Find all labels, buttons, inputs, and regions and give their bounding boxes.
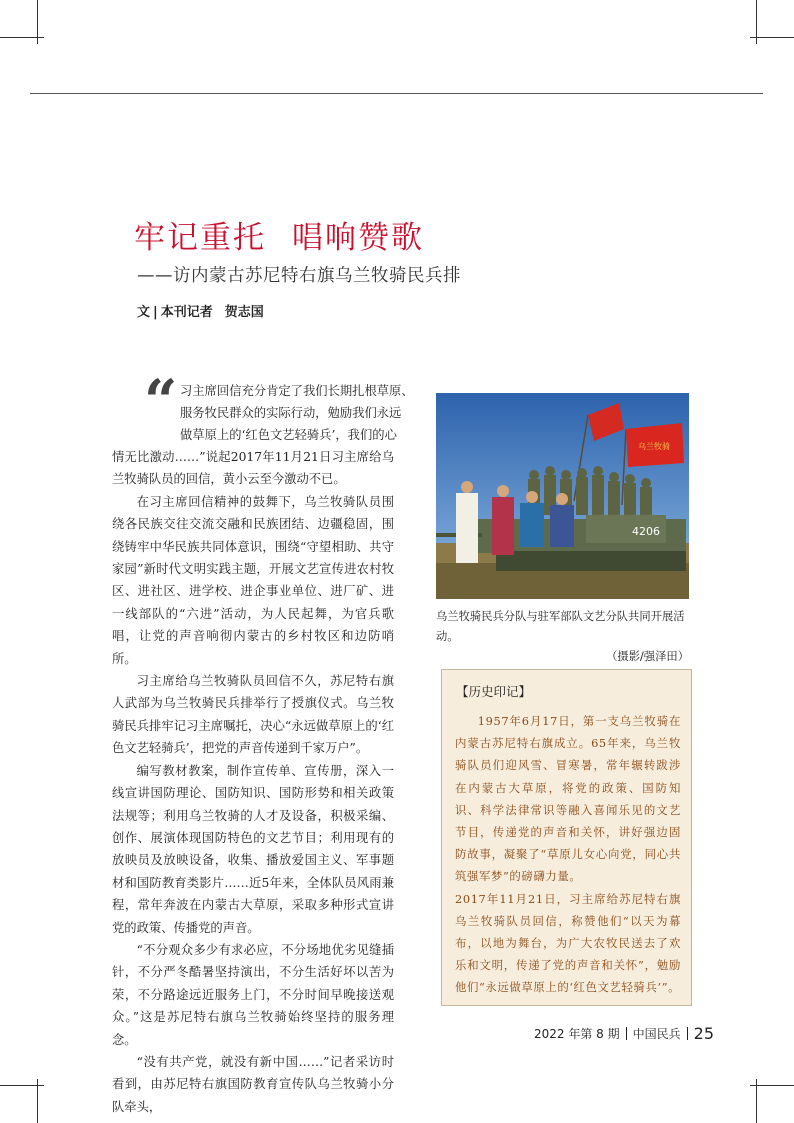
body-paragraph: 习主席给乌兰牧骑队员回信不久，苏尼特右旗人武部为乌兰牧骑民兵排举行了授旗仪式。乌兰牧骑民兵排牢记习主席嘱托，决心“永远做草原上的‘红色文艺轻骑兵’，把党的声音传递到千家万户”。 <box>112 674 394 756</box>
photo-illustration <box>436 393 689 599</box>
flag-text: 乌兰牧骑 <box>638 442 670 451</box>
crop-mark <box>750 1085 794 1086</box>
performer <box>456 493 478 563</box>
footer-divider <box>687 1027 688 1040</box>
article-subtitle: ——访内蒙古苏尼特右旗乌兰牧骑民兵排 <box>137 266 461 286</box>
article-photo <box>436 393 689 599</box>
body-paragraph: “没有共产党，就没有新中国……”记者采访时看到，由苏尼特右旗国防教育宣传队乌兰牧骑小分队牵头， <box>112 1054 394 1114</box>
performer <box>492 497 514 555</box>
article-title <box>134 212 424 257</box>
byline-role: 本刊记者 <box>160 305 213 320</box>
body-paragraph: 在习主席回信精神的鼓舞下，乌兰牧骑队员围绕各民族交往交流交融和民族团结、边疆稳固，围绕铸牢中华民族共同体意识，围绕“守望相助、共守家园”新时代文明实践主题，开展文艺宣传进农村牧区、进社区、进学校、进企事业单位、进厂矿、进一线部队的“六进”活动，为人民起舞，为官兵歌唱，让党的声音响彻内蒙古的乡村牧区和边防哨所。 <box>112 494 394 666</box>
title-part-1: 牢记重托 <box>134 220 266 256</box>
opening-quote-mark: “ <box>144 367 178 435</box>
page-number: 25 <box>693 1024 714 1043</box>
performer <box>520 503 544 547</box>
byline-author: 贺志国 <box>224 305 264 320</box>
header-rule <box>30 93 763 94</box>
photo-caption <box>436 607 689 667</box>
byline <box>137 301 264 320</box>
quote-line: 习主席回信充分肯定了我们长期扎根草原、 <box>180 384 414 398</box>
crop-mark <box>750 37 794 38</box>
quote-line: 做草原上的‘红色文艺轻骑兵’，我们的心 <box>180 428 397 442</box>
footer-divider <box>626 1027 627 1040</box>
body-paragraph: “不分观众多少有求必应，不分场地优劣见缝插针，不分严冬酷暑坚持演出，不分生活好坏以苦为荣，不分路途远近服务上门，不分时间早晚接送观众。”这是苏尼特右旗乌兰牧骑始终坚持的服务理念。 <box>112 942 394 1047</box>
history-paragraph: 1957年6月17日，第一支乌兰牧骑在内蒙古苏尼特右旗成立。65年来，乌兰牧骑队员们迎风雪、冒寒暑，常年辗转跋涉在内蒙古大草原，将党的政策、国防知识、科学法律常识等融入喜闻乐见的文艺节目，传递党的声音和关怀，讲好强边固防故事，凝聚了“草原儿女心向党，同心共筑强军梦”的磅礴力量。 <box>455 714 681 884</box>
caption-text: 乌兰牧骑民兵分队与驻军部队文艺分队共同开展活动。 <box>436 610 685 643</box>
body-paragraph: 编写教材教案，制作宣传单、宣传册，深入一线宣讲国防理论、国防知识、国防形势和相关政策法规等；利用乌兰牧骑的人才及设备，积极采编、创作、展演体现国防特色的文艺节目；利用现有的放映员及放映设备，收集、播放爱国主义、军事题材和国防教育类影片……近5年来，全体队员风雨兼程，常年奔波在内蒙古大草原，采取多种形式宣讲党的政策、传播党的声音。 <box>112 763 394 935</box>
history-body <box>455 710 681 999</box>
history-heading: 【历史印记】 <box>456 684 532 699</box>
performer <box>550 505 574 547</box>
quote-line: 服务牧民群众的实际行动，勉励我们永远 <box>180 406 402 420</box>
title-part-2: 唱响赞歌 <box>292 220 424 256</box>
byline-separator: | <box>153 305 158 320</box>
crop-mark <box>0 1085 44 1086</box>
issue-label: 2022 年第 8 期 <box>534 1027 620 1041</box>
history-box <box>441 669 692 1006</box>
magazine-name: 中国民兵 <box>632 1027 681 1041</box>
caption-credit: （摄影/强泽田） <box>606 650 689 663</box>
article-body <box>112 446 394 1118</box>
byline-label: 文 <box>137 305 151 320</box>
tank-number: 4206 <box>632 525 660 538</box>
body-paragraph: 情无比激动……”说起2017年11月21日习主席给乌兰牧骑队员的回信，黄小云至今激动不已。 <box>112 450 394 487</box>
crop-mark <box>0 37 44 38</box>
history-paragraph: 2017年11月21日，习主席给苏尼特右旗乌兰牧骑队员回信，称赞他们“以天为幕布，以地为舞台，为广大农牧民送去了欢乐和文明，传递了党的声音和关怀”，勉励他们“永远做草原上的‘红色文艺轻骑兵’”。 <box>455 891 681 995</box>
page-footer <box>534 1024 714 1043</box>
